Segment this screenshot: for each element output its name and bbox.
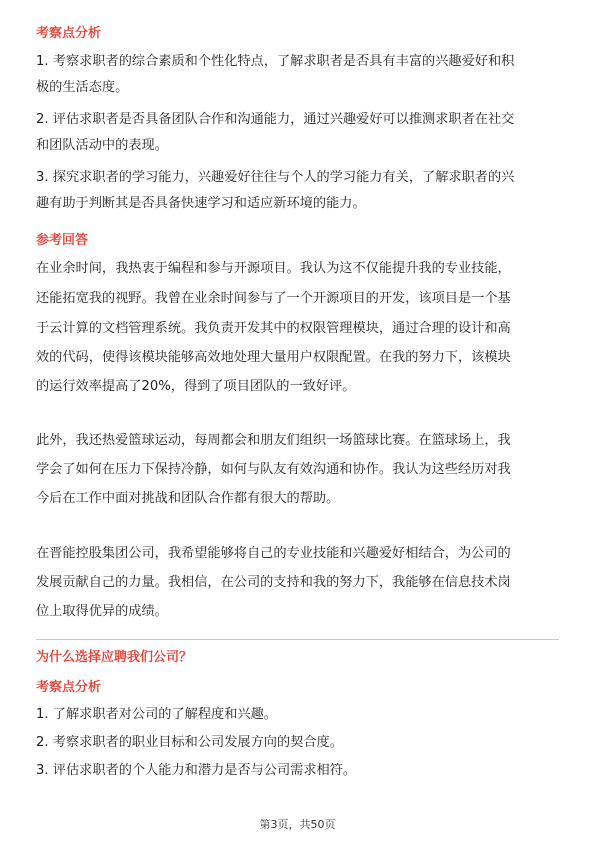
question-analysis-heading: 考察点分析 [36, 680, 102, 695]
answer-paragraph-1-line-1: 在业余时间，我热衷于编程和参与开源项目。我认为这不仅能提升我的专业技能， [36, 261, 511, 276]
answer-paragraph-3-line-2: 发展贡献自己的力量。我相信，在公司的支持和我的努力下，我能够在信息技术岗 [36, 575, 511, 590]
answer-paragraph-1-line-3: 于云计算的文档管理系统。我负责开发其中的权限管理模块，通过合理的设计和高 [36, 321, 511, 336]
analysis-item-2-line-2: 和团队活动中的表现。 [36, 138, 168, 153]
question-analysis-item-2: 2. 考察求职者的职业目标和公司发展方向的契合度。 [36, 735, 343, 750]
question-analysis-item-3: 3. 评估求职者的个人能力和潜力是否与公司需求相符。 [36, 763, 357, 778]
section-heading-analysis: 考察点分析 [36, 26, 102, 41]
answer-paragraph-3-line-3: 位上取得优异的成绩。 [36, 604, 168, 619]
section-heading-answer: 参考回答 [36, 233, 89, 248]
answer-paragraph-1-line-4: 效的代码，使得该模块能够高效地处理大量用户权限配置。在我的努力下，该模块 [36, 350, 511, 365]
analysis-item-2-line-1: 2. 评估求职者是否具备团队合作和沟通能力，通过兴趣爱好可以推测求职者在社交 [36, 112, 515, 127]
answer-paragraph-2-line-2: 学会了如何在压力下保持冷静，如何与队友有效沟通和协作。我认为这些经历对我 [36, 462, 511, 477]
answer-paragraph-3-line-1: 在晋能控股集团公司，我希望能够将自己的专业技能和兴趣爱好相结合，为公司的 [36, 546, 511, 561]
answer-paragraph-2-line-3: 今后在工作中面对挑战和团队合作都有很大的帮助。 [36, 491, 340, 506]
answer-paragraph-1-line-2: 还能拓宽我的视野。我曾在业余时间参与了一个开源项目的开发，该项目是一个基 [36, 291, 511, 306]
page-number: 第3页，共50页 [259, 818, 336, 831]
section-divider [36, 639, 559, 640]
analysis-item-3-line-2: 趣有助于判断其是否具备快速学习和适应新环境的能力。 [36, 196, 366, 211]
analysis-item-1-line-2: 极的生活态度。 [36, 80, 129, 95]
analysis-item-1-line-1: 1. 考察求职者的综合素质和个性化特点，了解求职者是否具有丰富的兴趣爱好和积 [36, 54, 515, 69]
question-analysis-item-1: 1. 了解求职者对公司的了解程度和兴趣。 [36, 707, 277, 722]
analysis-item-3-line-1: 3. 探究求职者的学习能力，兴趣爱好往往与个人的学习能力有关，了解求职者的兴 [36, 170, 515, 185]
answer-paragraph-1-line-5: 的运行效率提高了20%，得到了项目团队的一致好评。 [36, 379, 356, 394]
question-title: 为什么选择应聘我们公司？ [36, 650, 193, 665]
answer-paragraph-2-line-1: 此外，我还热爱篮球运动，每周都会和朋友们组织一场篮球比赛。在篮球场上，我 [36, 433, 511, 448]
